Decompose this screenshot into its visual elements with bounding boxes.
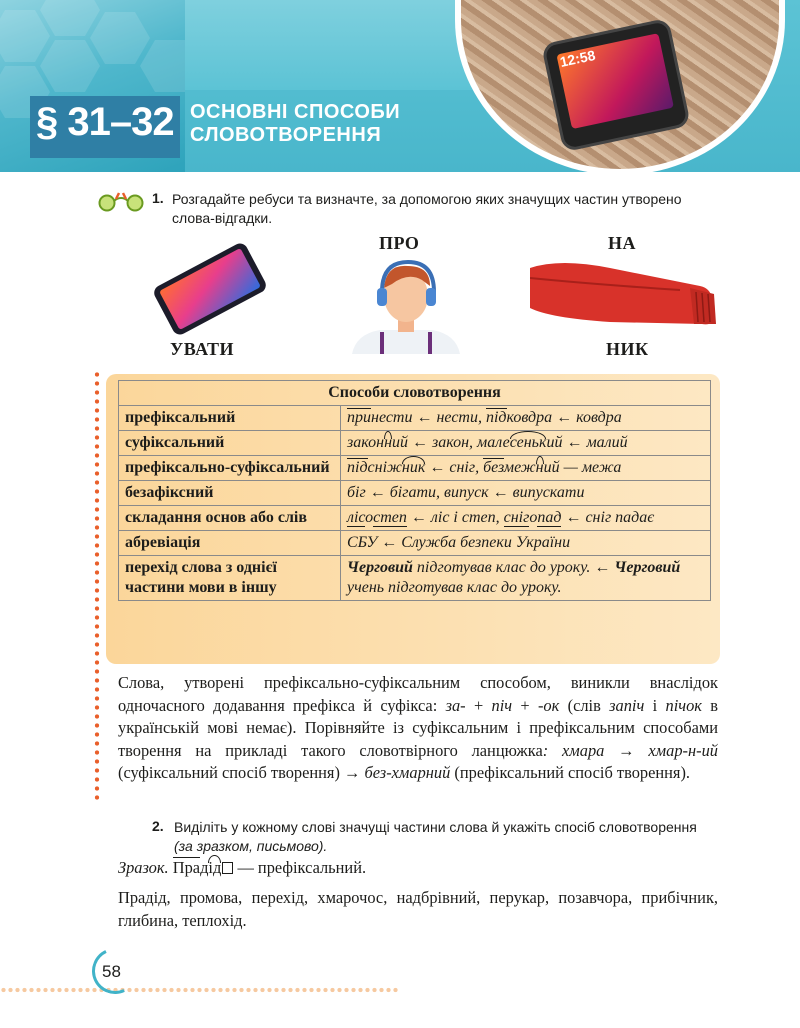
explanation-paragraph: Слова, утворені префіксально-суфіксальним способом, виникли внаслідок одночасного додавання префікса й суфікса: за- + піч + -ок (слів запіч і пічок в українській мові немає). Порівняйте із суфіксальним і префіксальним способами творення на прикладі такого словотвірного ланцюжка: хмара → хмар-н-ий (суфіксальний спосіб творення) → без-хмарний (префіксальний спосіб творення). — [118, 673, 718, 782]
task2-text: Виділіть у кожному слові значущі частини слова й укажіть спосіб словотворення — [174, 819, 697, 835]
smartphone-image — [541, 18, 691, 153]
example-cell: принести ← нести, підковдра ← ковдра — [341, 406, 711, 431]
table-row — [119, 481, 711, 506]
table-header: Способи словотворення — [119, 381, 711, 406]
method-cell: абревіація — [119, 531, 341, 556]
ending-box — [222, 862, 233, 874]
glasses-icon — [96, 190, 146, 212]
chapter-banner — [0, 0, 800, 172]
example-cell: законний ← закон, малесенький ← малий — [341, 431, 711, 456]
headphones-person-icon — [352, 258, 460, 354]
example-cell: лісостеп ← ліс і степ, снігопад ← сніг падає — [341, 506, 711, 531]
sample-word: Прадід — [172, 858, 222, 877]
example-cell: СБУ ← Служба безпеки України — [341, 531, 711, 556]
page-number: 58 — [102, 962, 121, 981]
section-number: § 31–32 — [36, 100, 174, 144]
sleeve-icon — [530, 258, 720, 338]
phone-clock: 12:58 — [558, 46, 597, 70]
sample-line — [118, 858, 366, 878]
table-row — [119, 556, 711, 601]
word-formation-table — [118, 380, 711, 601]
example-cell: підсніжник ← сніг, безмежний — межа — [341, 456, 711, 481]
rebus-sleeve-bottom-label: НИК — [606, 339, 649, 359]
chapter-title-line1: ОСНОВНІ СПОСОБИ — [190, 101, 401, 123]
chapter-title-line2: СЛОВОТВОРЕННЯ — [190, 124, 382, 146]
smartphone-icon — [150, 238, 270, 340]
task1-number: 1. — [152, 190, 164, 206]
sample-result: — префіксальний. — [237, 858, 367, 877]
rebus-phone-label: УВАТИ — [170, 339, 235, 359]
table-row — [119, 431, 711, 456]
method-cell: суфіксальний — [119, 431, 341, 456]
table-row — [119, 531, 711, 556]
task2-word-list: Прадід, промова, перехід, хмарочос, надбрівний, перукар, позавчора, прибічник, глибина, теплохід. — [118, 888, 718, 930]
sample-label: Зразок. — [118, 858, 169, 877]
method-cell: перехід слова з однієї частини мови в іншу — [119, 556, 341, 601]
rebus-head-label: ПРО — [379, 233, 420, 253]
decorative-dots — [94, 370, 100, 800]
footer-dots — [0, 985, 400, 995]
method-cell: префіксально-суфіксальний — [119, 456, 341, 481]
table-row — [119, 406, 711, 431]
method-cell: префіксальний — [119, 406, 341, 431]
example-cell: біг ← бігати, випуск ← випускати — [341, 481, 711, 506]
task1-text: Розгадайте ребуси та визначте, за допомогою яких значущих частин утворено слова-відгадки. — [172, 191, 682, 226]
task2-note: (за зразком, письмово). — [174, 838, 328, 854]
example-cell: Черговий підготував клас до уроку. ← Черговий учень підготував клас до уроку. — [341, 556, 711, 601]
rebus-sleeve-top-label: НА — [608, 233, 636, 253]
task2-instruction — [174, 818, 719, 856]
table-row — [119, 506, 711, 531]
method-cell: складання основ або слів — [119, 506, 341, 531]
method-cell: безафіксний — [119, 481, 341, 506]
task2-number: 2. — [152, 818, 164, 834]
table-row — [119, 456, 711, 481]
